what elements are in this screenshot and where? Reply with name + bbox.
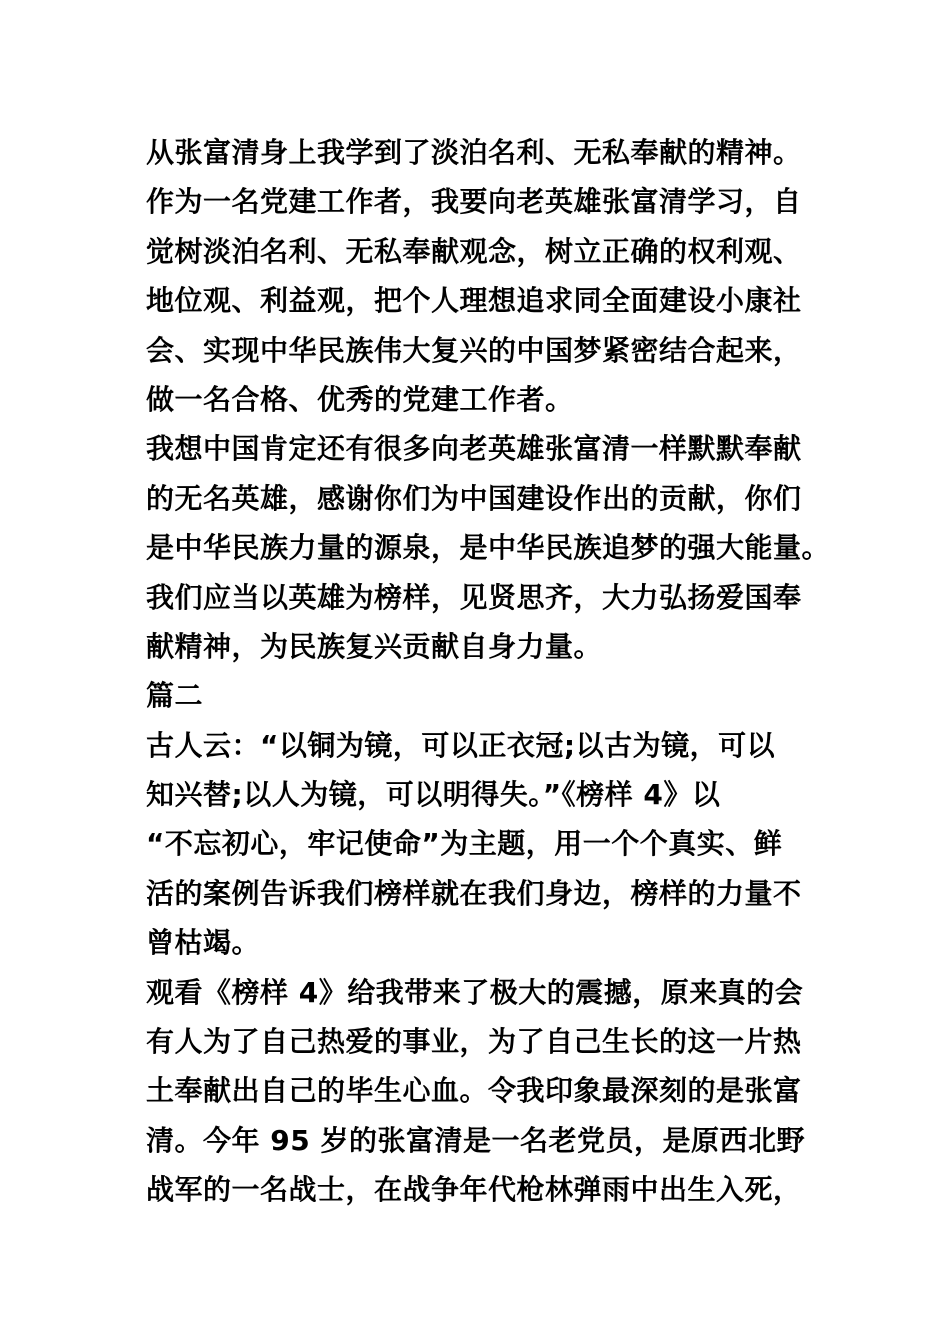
text-line: 是中华民族力量的源泉，是中华民族追梦的强大能量。 — [146, 531, 831, 565]
text-line: 观看《榜样 4》给我带来了极大的震撼，原来真的会 — [146, 975, 804, 1009]
text-line: 觉树淡泊名利、无私奉献观念，树立正确的权利观、 — [146, 234, 802, 268]
text-line: 有人为了自己热爱的事业，为了自己生长的这一片热 — [146, 1025, 802, 1059]
text-line: 战军的一名战士，在战争年代枪林弹雨中出生入死， — [146, 1173, 802, 1207]
text-line: “不忘初心，牢记使命”为主题，用一个个真实、鲜 — [146, 827, 783, 861]
text-line: 作为一名党建工作者，我要向老英雄张富清学习，自 — [146, 185, 802, 219]
text-line: 会、实现中华民族伟大复兴的中国梦紧密结合起来， — [146, 333, 802, 367]
text-line: 活的案例告诉我们榜样就在我们身边，榜样的力量不 — [146, 876, 802, 910]
text-line: 做一名合格、优秀的党建工作者。 — [146, 382, 574, 416]
text-line: 清。今年 95 岁的张富清是一名老党员，是原西北野 — [146, 1123, 805, 1157]
text-line: 从张富清身上我学到了淡泊名利、无私奉献的精神。 — [146, 136, 802, 169]
section-heading: 篇二 — [146, 679, 204, 713]
document-text — [146, 128, 836, 1215]
text-line: 的无名英雄，感谢你们为中国建设作出的贡献，你们 — [146, 481, 802, 515]
text-line: 古人云：“以铜为镜，可以正衣冠;以古为镜，可以 — [146, 728, 776, 762]
text-line: 献精神，为民族复兴贡献自身力量。 — [146, 629, 603, 663]
text-line: 知兴替;以人为镜，可以明得失。”《榜样 4》以 — [146, 778, 721, 812]
text-line: 土奉献出自己的毕生心血。令我印象最深刻的是张富 — [146, 1074, 802, 1108]
text-line: 曾枯竭。 — [146, 926, 261, 960]
text-line: 我想中国肯定还有很多向老英雄张富清一样默默奉献 — [146, 432, 802, 466]
text-line: 我们应当以英雄为榜样，见贤思齐，大力弘扬爱国奉 — [146, 580, 802, 614]
text-line: 地位观、利益观，把个人理想追求同全面建设小康社 — [146, 284, 802, 318]
